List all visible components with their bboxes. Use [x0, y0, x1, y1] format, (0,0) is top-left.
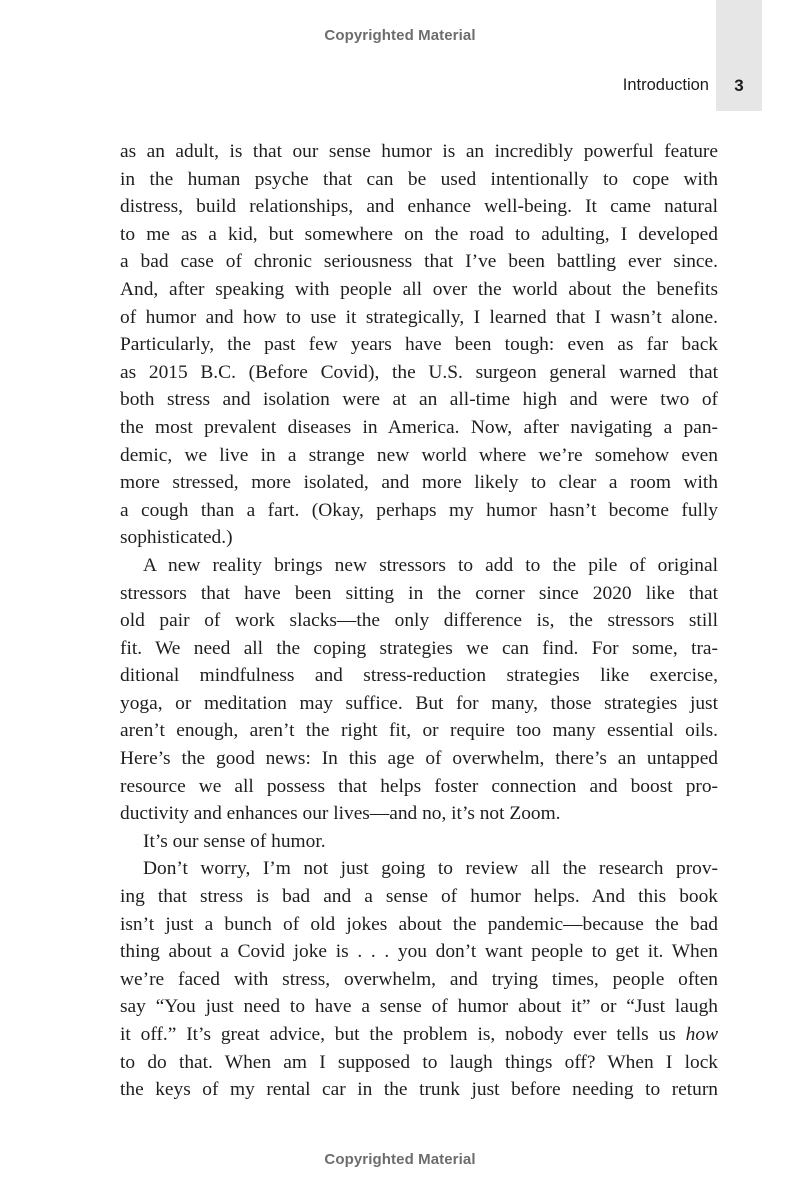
text-line: Don’t worry, I’m not just going to review all the research prov-	[143, 858, 718, 880]
text-line: distress, build relationships, and enhance well-being. It came natural	[120, 196, 718, 218]
text-line: A new reality brings new stressors to add to the pile of original	[143, 554, 718, 576]
text-line: the keys of my rental car in the trunk just before needing to return	[120, 1079, 718, 1101]
text-line: say “You just need to have a sense of humor about it” or “Just laugh	[120, 996, 718, 1018]
text-line: sophisticated.)	[120, 527, 233, 549]
text-line: It’s our sense of humor.	[143, 830, 326, 852]
text-line: old pair of work slacks—the only difference is, the stressors still	[120, 610, 718, 632]
text-line: And, after speaking with people all over the world about the benefits	[120, 278, 718, 300]
text-line: Here’s the good news: In this age of overwhelm, there’s an untapped	[120, 748, 718, 770]
text-line: to do that. When am I supposed to laugh things off? When I lock	[120, 1051, 718, 1073]
text-line: Particularly, the past few years have been tough: even as far back	[120, 334, 718, 356]
text-line: yoga, or meditation may suffice. But for many, those strategies just	[120, 692, 718, 714]
text-line: ing that stress is bad and a sense of humor helps. And this book	[120, 886, 718, 908]
text-line-part: it off.” It’s great advice, but the problem is, nobody ever tells us	[120, 1024, 686, 1045]
text-line: as 2015 B.C. (Before Covid), the U.S. surgeon general warned that	[120, 361, 718, 383]
text-line: more stressed, more isolated, and more likely to clear a room with	[120, 472, 718, 494]
text-line: ductivity and enhances our lives—and no, it’s not Zoom.	[120, 803, 561, 825]
page-number: 3	[734, 76, 744, 95]
text-line: demic, we live in a strange new world where we’re somehow even	[120, 444, 718, 466]
text-line	[120, 1021, 718, 1049]
text-line: we’re faced with stress, overwhelm, and trying times, people often	[120, 968, 718, 990]
text-line: aren’t enough, aren’t the right fit, or require too many essential oils.	[120, 720, 718, 742]
body-text	[120, 138, 718, 1104]
text-line: thing about a Covid joke is . . . you don’t want people to get it. When	[120, 941, 718, 963]
text-line: to me as a kid, but somewhere on the road to adulting, I developed	[120, 223, 718, 245]
text-line: ditional mindfulness and stress-reduction strategies like exercise,	[120, 665, 718, 687]
emphasis-how: how	[685, 1024, 718, 1045]
copyright-watermark-bottom: Copyrighted Material	[324, 1151, 476, 1168]
running-head-chapter: Introduction	[622, 76, 709, 94]
text-line: a bad case of chronic seriousness that I’ve been battling ever since.	[120, 251, 718, 273]
text-line: isn’t just a bunch of old jokes about the pandemic—because the bad	[120, 913, 718, 935]
text-line: both stress and isolation were at an all-time high and were two of	[120, 389, 718, 411]
text-line: the most prevalent diseases in America. Now, after navigating a pan-	[120, 416, 718, 438]
text-line: in the human psyche that can be used intentionally to cope with	[120, 168, 718, 190]
text-line: resource we all possess that helps foster connection and boost pro-	[120, 775, 718, 797]
text-line: fit. We need all the coping strategies we can find. For some, tra-	[120, 637, 718, 659]
text-line: of humor and how to use it strategically, I learned that I wasn’t alone.	[120, 306, 718, 328]
text-line: a cough than a fart. (Okay, perhaps my humor hasn’t become fully	[120, 499, 718, 521]
copyright-watermark-top: Copyrighted Material	[324, 27, 476, 44]
text-line: stressors that have been sitting in the corner since 2020 like that	[120, 582, 718, 604]
text-line: as an adult, is that our sense humor is an incredibly powerful feature	[120, 141, 718, 162]
